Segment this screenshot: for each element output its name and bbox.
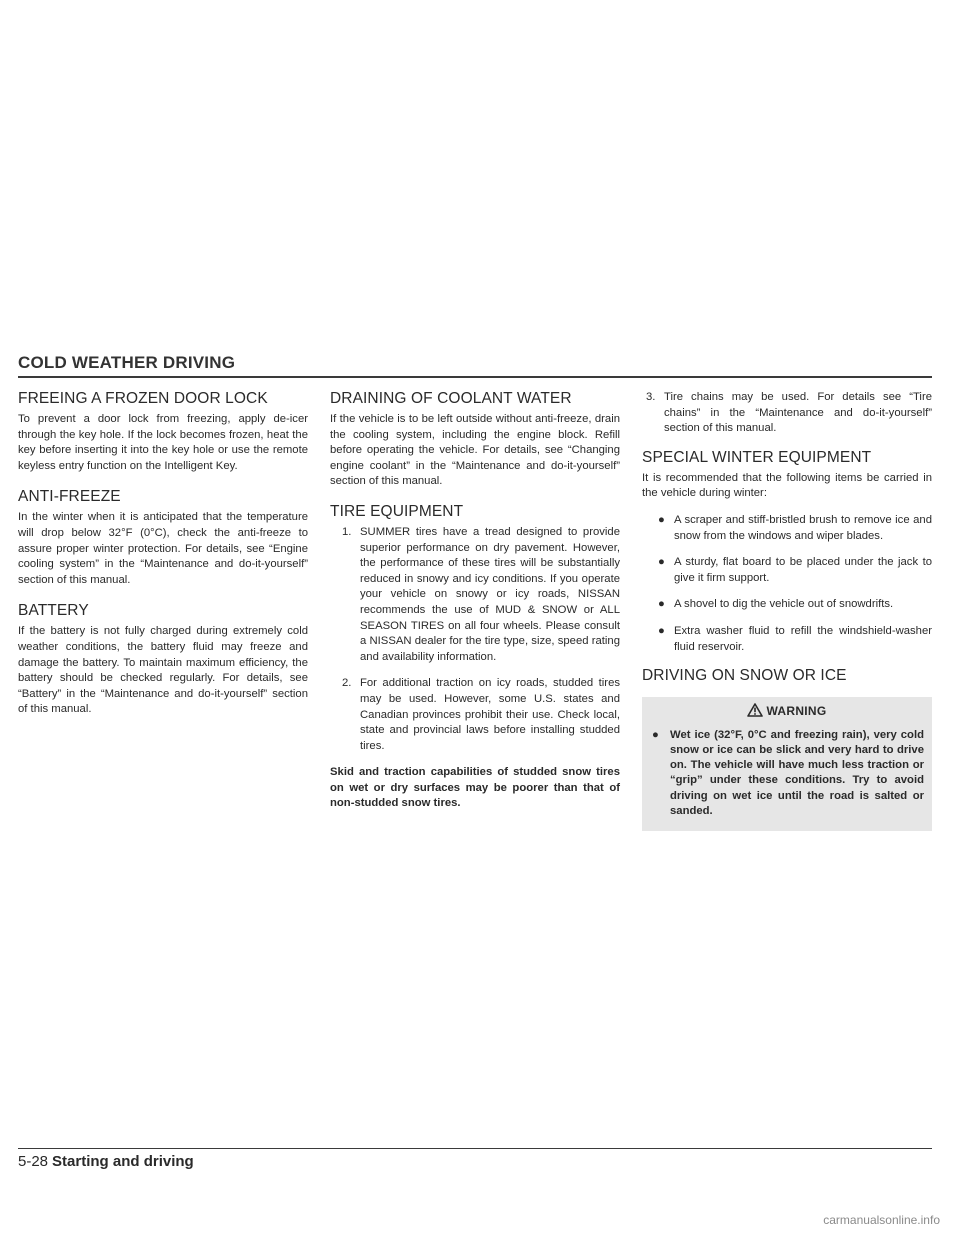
tire-list [330, 525, 620, 754]
warning-triangle-icon [747, 703, 763, 717]
list-item [642, 597, 932, 613]
door-lock-body: To prevent a door lock from freezing, apply de-icer through the key hole. If the lock becomes frozen, heat the key before inserting it into the key hole or use the remote keyless entry function on the Intelligent Key. [18, 413, 308, 472]
warning-title: WARNING [766, 704, 827, 719]
list-item [330, 525, 620, 665]
list-text: SUMMER tires have a tread designed to provide superior performance on dry pavement. However, the performance of these tires will be substantially reduced in snowy and icy conditions. If you operate your vehicle on snowy or icy roads, NISSAN recommends the use of MUD & SNOW or ALL SEASON TIRES on all four wheels. Please consult a NISSAN dealer for the tire type, size, speed rating and availability information. [360, 525, 620, 663]
header-rule [18, 376, 932, 378]
list-text: A sturdy, flat board to be placed under the jack to give it firm support. [674, 556, 932, 584]
list-text: Tire chains may be used. For details see “Tire chains” in the “Maintenance and do-it-yourself” section of this manual. [664, 391, 932, 435]
tire-list-continued [642, 390, 932, 437]
anti-freeze-body: In the winter when it is anticipated that the temperature will drop below 32°F (0°C), check the anti-freeze to assure proper winter protection. For details, see “Engine cooling system” in the “Maintenance and do-it-yourself” section of this manual. [18, 511, 308, 586]
list-item [330, 676, 620, 754]
battery-body: If the battery is not fully charged during extremely cold weather conditions, the battery fluid may freeze and damage the battery. To maintain maximum efficiency, the battery should be checked regularly. For details, see “Battery” in the “Maintenance and do-it-yourself” section of this manual. [18, 625, 308, 716]
heading-coolant: DRAINING OF COOLANT WATER [330, 390, 572, 407]
bullet-icon: ● [658, 513, 665, 526]
coolant-body: If the vehicle is to be left outside without anti-freeze, drain the cooling system, including the engine block. Refill before operating the vehicle. For details, see “Changing engine coolant” in the “Maintenance and do-it-yourself” section of this manual. [330, 413, 620, 488]
studded-tire-note: Skid and traction capabilities of studded snow tires on wet or dry surfaces may be poorer than that of non-studded snow tires. [330, 766, 620, 810]
list-text: A shovel to dig the vehicle out of snowdrifts. [674, 598, 894, 611]
column-1 [18, 390, 308, 729]
page-footer [18, 1153, 194, 1170]
list-item [642, 555, 932, 586]
heading-tire-equipment: TIRE EQUIPMENT [330, 502, 464, 520]
list-number: 1. [342, 525, 352, 538]
warning-list [650, 728, 924, 819]
list-text: For additional traction on icy roads, studded tires may be used. However, some U.S. states and Canadian provinces prohibit their use. Check local, state and provincial laws before installing studded tires. [360, 677, 620, 752]
footer-rule [18, 1148, 932, 1149]
warning-text: Wet ice (32°F, 0°C and freezing rain), very cold snow or ice can be slick and very hard to drive on. The vehicle will have much less traction or “grip” under these conditions. Try to avoid driving on wet ice until the road is salted or sanded. [670, 728, 924, 817]
column-3 [642, 390, 932, 831]
heading-anti-freeze: ANTI-FREEZE [18, 488, 121, 506]
bullet-icon: ● [658, 624, 665, 637]
bullet-icon: ● [658, 556, 665, 569]
list-item [642, 624, 932, 655]
list-number: 3. [646, 391, 656, 403]
footer-section: Starting and driving [52, 1153, 194, 1170]
chapter-title: COLD WEATHER DRIVING [18, 353, 236, 372]
warning-box [642, 697, 932, 831]
bullet-icon: ● [652, 728, 659, 741]
watermark: carmanualsonline.info [823, 1213, 940, 1227]
list-text: A scraper and stiff-bristled brush to remove ice and snow from the windows and wiper blades. [674, 513, 932, 542]
heading-winter-equipment: SPECIAL WINTER EQUIPMENT [642, 448, 872, 466]
heading-battery: BATTERY [18, 602, 89, 620]
list-item [642, 513, 932, 544]
winter-equipment-intro: It is recommended that the following items be carried in the vehicle during winter: [642, 471, 932, 500]
list-item [650, 728, 924, 819]
winter-equipment-list [642, 513, 932, 655]
bullet-icon: ● [658, 598, 665, 611]
column-2 [330, 390, 620, 823]
list-text: Extra washer fluid to refill the windshield-washer fluid reservoir. [674, 624, 932, 653]
list-number: 2. [342, 677, 352, 690]
list-item [642, 390, 932, 437]
warning-header [650, 703, 924, 720]
heading-door-lock: FREEING A FROZEN DOOR LOCK [18, 390, 268, 407]
heading-snow-ice: DRIVING ON SNOW OR ICE [642, 667, 847, 685]
page-number: 5-28 [18, 1153, 49, 1170]
